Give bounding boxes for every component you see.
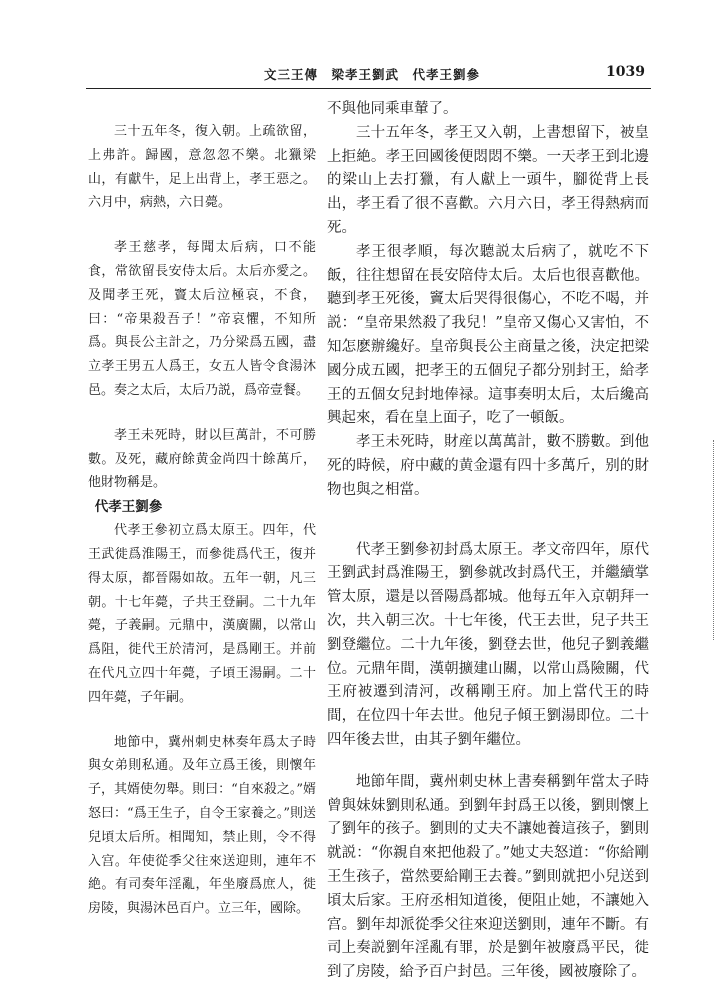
- translation-paragraph-2: 孝王很孝順，每次聽説太后病了，就吃不下飯，往往想留在長安陪侍太后。太后也很喜歡他。聽到孝王死後，竇太后哭得很傷心，不吃不喝，并説：“皇帝果然殺了我兒！”皇帝又傷心又害怕，不知怎麽辦纔好。皇帝與長公主商量之後，決定把梁國分成五國，把孝王的五個兒子都分别封王，給孝王的五個女兒封地俸禄。這事奏明太后，太后纔高興起來，看在皇上面子，吃了一頓飯。: [327, 243, 649, 427]
- scan-edge-marks: [709, 440, 714, 640]
- classical-paragraph-1: 三十五年冬，復入朝。上疏欲留，上弗許。歸國，意忽忽不樂。北獵梁山，有獻牛，足上出背上，孝王惡之。六月中，病熱，六日薨。: [88, 124, 316, 211]
- page-header: [86, 63, 651, 85]
- classical-text-column: [88, 120, 316, 921]
- translation-continuation: 不與他同乘車輦了。: [327, 101, 458, 117]
- translation-section-paragraph-1: 代孝王劉參初封爲太原王。孝文帝四年，原代王劉武封爲淮陽王，劉參就改封爲代王，并繼續掌管太原，還是以晉陽爲都城。他每五年入京朝拜一次，共入朝三次。十七年後，代王去世，兒子共王劉登繼位。二十九年後，劉登去世，他兒子劉義繼位。元鼎年間，漢朝擴建山關，以常山爲險關，代王府被遷到清河，改稱剛王府。加上當代王的時間，在位四十年去世。他兒子傾王劉湯即位。二十四年後去世，由其子劉年繼位。: [327, 541, 649, 748]
- page-number: 1039: [606, 64, 645, 80]
- classical-paragraph-2: 孝王慈孝，每聞太后病，口不能食，常欲留長安侍太后。太后亦愛之。及聞孝王死，竇太后泣極哀，不食，曰：“帝果殺吾子！”帝哀懼，不知所爲。與長公主計之，乃分梁爲五國，盡立孝王男五人爲王，女五人皆令食湯沐邑。奏之太后，太后乃説，爲帝壹餐。: [88, 240, 316, 398]
- translation-section-paragraph-2: 地節年間，冀州刺史林上書奏稱劉年當太子時曾與妹妹劉則私通。到劉年封爲王以後，劉則懷上了劉年的孩子。劉則的丈夫不讓她養這孩子，劉則就説：“你親自來把他殺了。”她丈夫怒道：“你給剛王生孩子，當然要給剛王去養。”劉則就把小兒送到頃太后家。王府丞相知道後，便阻止她，不讓她入宫。劉年却派從季父往來迎送劉則，連年不斷。有司上奏説劉年淫亂有罪，於是劉年被廢爲平民，徙到了房陵，給予百户封邑。三年後，國被廢除了。: [327, 773, 649, 981]
- section-heading: 代孝王劉參: [94, 499, 163, 516]
- vernacular-translation-column: [327, 98, 649, 985]
- classical-section-paragraph-2: 地節中，冀州刺史林奏年爲太子時與女弟則私通。及年立爲王後，則懷年子，其婿使勿舉。則曰：“自來殺之。”婿怒曰：“爲王生子，自令王家養之。”則送兒頃太后所。相聞知，禁止則，令不得入宫。年使從季父往來送迎則，連年不絶。有司奏年淫亂，年坐廢爲庶人，徙房陵，與湯沐邑百户。立三年，國除。: [88, 734, 316, 917]
- translation-paragraph-3: 孝王未死時，財産以萬萬計，數不勝數。到他死的時候，府中藏的黄金還有四十多萬斤，别的財物也與之相當。: [327, 434, 649, 498]
- header-rule: [86, 88, 651, 89]
- classical-paragraph-3: 孝王未死時，財以巨萬計，不可勝數。及死，藏府餘黄金尚四十餘萬斤，他財物稱是。: [88, 427, 316, 491]
- classical-section-paragraph-1: 代孝王參初立爲太原王。四年，代王武徙爲淮陽王，而參徙爲代王，復并得太原，都晉陽如故。五年一朝，凡三朝。十七年薨，子共王登嗣。二十九年薨，子義嗣。元鼎中，漢廣關，以常山爲阻，徙代王於清河，是爲剛王。并前在代凡立四十年薨，子頃王湯嗣。二十四年薨，子年嗣。: [88, 523, 316, 705]
- translation-paragraph-1: 三十五年冬，孝王又入朝，上書想留下，被皇上拒絶。孝王回國後便悶悶不樂。一天孝王到北邊的梁山上去打獵，有人獻上一頭牛，腳從背上長出，孝王看了很不喜歡。六月六日，孝王得熱病而死。: [327, 124, 649, 236]
- running-title: 文三王傳 梁孝王劉武 代孝王劉參: [264, 67, 481, 82]
